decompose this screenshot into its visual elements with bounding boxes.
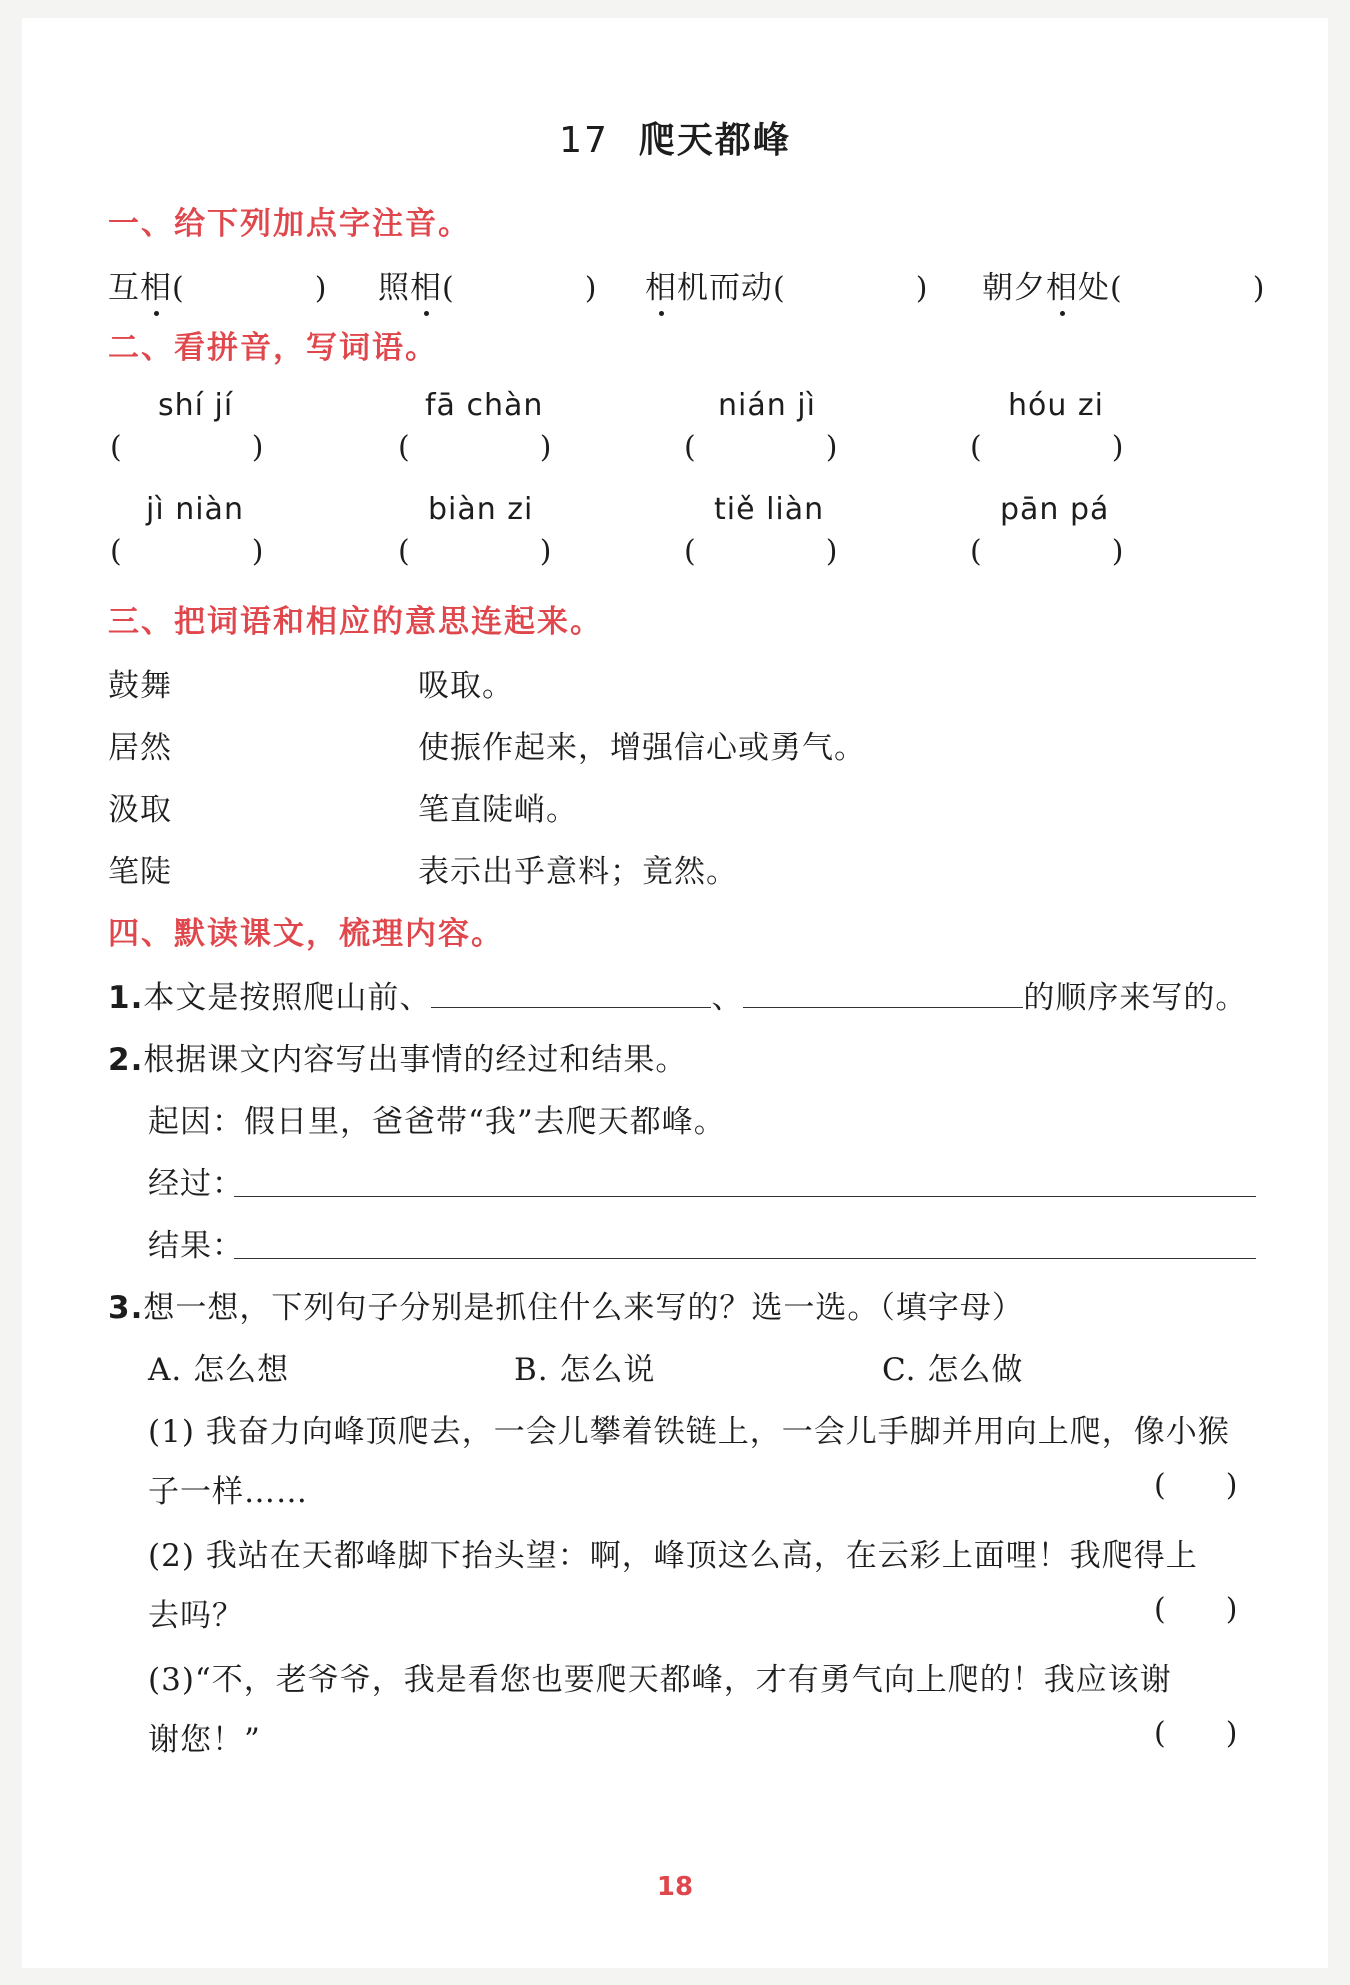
pinyin-1: shí jí [158, 388, 234, 423]
answer-box-2[interactable]: ( ) [398, 430, 552, 465]
q1-item-4-dotted: 相 [1046, 262, 1078, 307]
sentence-1-answer[interactable]: ( ) [1154, 1468, 1238, 1503]
q4-item-1-mid: 、 [711, 980, 744, 1016]
sentence-2-line-1: (2) 我站在天都峰脚下抬头望：啊，峰顶这么高，在云彩上面哩！我爬得上 [148, 1538, 1198, 1574]
q1-item-1-dotted: 相 [140, 262, 172, 307]
match-word-4[interactable]: 笔陡 [108, 854, 172, 890]
sentence-3-line-1: (3)“不，老爷爷，我是看您也要爬天都峰，才有勇气向上爬的！我应该谢 [148, 1662, 1172, 1698]
q4-item-1 [108, 972, 1247, 1017]
answer-box-8[interactable]: ( ) [970, 534, 1124, 569]
lesson-name: 爬天都峰 [638, 120, 791, 161]
q4-process-label: 经过： [148, 1166, 244, 1202]
sentence-2-answer[interactable]: ( ) [1154, 1592, 1238, 1627]
match-meaning-1[interactable]: 吸取。 [418, 668, 514, 704]
sentence-3-answer[interactable]: ( ) [1154, 1716, 1238, 1751]
match-meaning-3[interactable]: 笔直陡峭。 [418, 792, 578, 828]
option-a: A. 怎么想 [148, 1352, 290, 1388]
match-word-3[interactable]: 汲取 [108, 792, 172, 828]
pinyin-7: tiě liàn [714, 492, 825, 527]
sentence-2-line-2: 去吗？ [148, 1598, 244, 1634]
match-word-1[interactable]: 鼓舞 [108, 668, 172, 704]
lesson-number: 17 [559, 120, 609, 161]
q1-item-1-before: 互 [108, 270, 140, 306]
q1-item-2-dotted: 相 [410, 262, 442, 307]
answer-box-6[interactable]: ( ) [398, 534, 552, 569]
page-number: 18 [656, 1872, 694, 1902]
option-b: B. 怎么说 [514, 1352, 656, 1388]
q4-item-3 [108, 1282, 1024, 1327]
q4-blank-2[interactable] [743, 979, 1023, 1008]
q1-item-1 [108, 262, 327, 307]
q4-item-2-text: 根据课文内容写出事情的经过和结果。 [143, 1042, 688, 1078]
q1-item-4 [982, 262, 1265, 307]
sentence-1-line-1: (1) 我奋力向峰顶爬去，一会儿攀着铁链上，一会儿手脚并用向上爬，像小猴 [148, 1414, 1230, 1450]
pinyin-8: pān pá [1000, 492, 1110, 527]
lesson-title [0, 112, 1350, 163]
pinyin-6: biàn zi [428, 492, 534, 527]
section-4-heading: 四、默读课文，梳理内容。 [108, 916, 504, 952]
q4-item-2-number: 2. [108, 1042, 144, 1078]
q4-result-line[interactable] [234, 1258, 1256, 1259]
q4-result-label: 结果： [148, 1228, 244, 1264]
answer-box-3[interactable]: ( ) [684, 430, 838, 465]
match-meaning-4[interactable]: 表示出乎意料；竟然。 [418, 854, 738, 890]
q4-item-1-post: 的顺序来写的。 [1023, 980, 1248, 1016]
q1-item-4-answer[interactable]: ( ) [1110, 271, 1266, 306]
q4-process-line[interactable] [234, 1196, 1256, 1197]
q1-item-3 [645, 262, 928, 307]
q4-item-2 [108, 1034, 687, 1079]
match-word-2[interactable]: 居然 [108, 730, 172, 766]
q1-item-1-answer[interactable]: ( ) [172, 271, 328, 306]
q1-item-2-answer[interactable]: ( ) [442, 271, 598, 306]
section-2-heading: 二、看拼音，写词语。 [108, 330, 438, 366]
pinyin-4: hóu zi [1008, 388, 1104, 423]
q1-item-3-dotted: 相 [645, 262, 677, 307]
sentence-1-line-2: 子一样…… [148, 1474, 308, 1510]
q4-item-3-number: 3. [108, 1290, 144, 1326]
q1-item-4-after: 处 [1078, 270, 1110, 306]
q1-item-2-before: 照 [378, 270, 410, 306]
q1-item-2 [378, 262, 597, 307]
q4-item-1-pre: 本文是按照爬山前、 [143, 980, 432, 1016]
q4-cause: 起因：假日里，爸爸带“我”去爬天都峰。 [148, 1104, 726, 1140]
pinyin-2: fā chàn [425, 388, 544, 423]
match-meaning-2[interactable]: 使振作起来，增强信心或勇气。 [418, 730, 866, 766]
sentence-3-line-2: 谢您！” [148, 1722, 261, 1758]
answer-box-7[interactable]: ( ) [684, 534, 838, 569]
q4-item-3-text: 想一想，下列句子分别是抓住什么来写的？选一选。（填字母） [143, 1290, 1024, 1326]
section-3-heading: 三、把词语和相应的意思连起来。 [108, 604, 603, 640]
answer-box-5[interactable]: ( ) [110, 534, 264, 569]
q1-item-3-answer[interactable]: ( ) [773, 271, 929, 306]
q1-item-4-before: 朝夕 [982, 270, 1046, 306]
section-1-heading: 一、给下列加点字注音。 [108, 206, 471, 242]
pinyin-3: nián jì [718, 388, 816, 423]
q4-item-1-number: 1. [108, 980, 144, 1016]
q1-item-3-after: 机而动 [677, 270, 773, 306]
pinyin-5: jì niàn [146, 492, 244, 527]
option-c: C. 怎么做 [882, 1352, 1024, 1388]
answer-box-4[interactable]: ( ) [970, 430, 1124, 465]
q4-blank-1[interactable] [431, 979, 711, 1008]
answer-box-1[interactable]: ( ) [110, 430, 264, 465]
